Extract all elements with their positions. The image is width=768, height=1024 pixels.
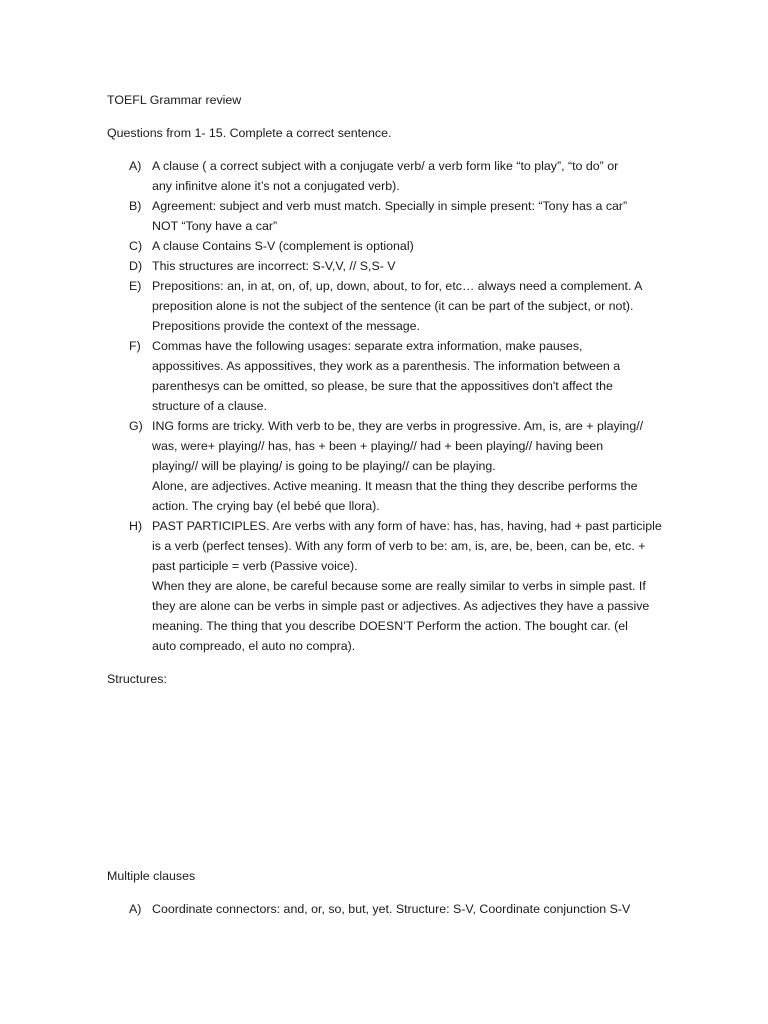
list-line: When they are alone, be careful because some are really similar to verbs in simple past. If <box>152 579 646 593</box>
list-item <box>107 336 667 416</box>
list-line: A clause Contains S-V (complement is optional) <box>152 239 414 253</box>
list-line: Coordinate connectors: and, or, so, but, yet. Structure: S-V, Coordinate conjunction S-V <box>152 902 631 916</box>
list-line: Agreement: subject and verb must match. Specially in simple present: “Tony has a car” <box>152 199 628 213</box>
list-line: parenthesys can be omitted, so please, be sure that the appossitives don't affect the <box>152 379 613 393</box>
list-item <box>107 416 667 516</box>
list-line: structure of a clause. <box>152 399 268 413</box>
list-item <box>107 256 667 276</box>
list-item <box>107 276 667 336</box>
list-marker: E) <box>129 279 142 293</box>
rules-list <box>107 156 667 656</box>
list-line: ING forms are tricky. With verb to be, they are verbs in progressive. Am, is, are + playing// <box>152 419 644 433</box>
list-line: PAST PARTICIPLES. Are verbs with any form of have: has, has, having, had + past participle <box>152 519 662 533</box>
list-line: auto compreado, el auto no compra). <box>152 639 356 653</box>
list-line: past participle = verb (Passive voice). <box>152 559 358 573</box>
list-line: was, were+ playing// has, has + been + playing// had + been playing// having been <box>152 439 604 453</box>
list-line: appossitives. As appossitives, they work as a parenthesis. The information between a <box>152 359 621 373</box>
list-line: A clause ( a correct subject with a conjugate verb/ a verb form like “to play”, “to do” or <box>152 159 619 173</box>
list-marker: C) <box>129 239 143 253</box>
list-line: is a verb (perfect tenses). With any form of verb to be: am, is, are, be, been, can be, etc. + <box>152 539 646 553</box>
list-line: any infinitve alone it’s not a conjugated verb). <box>152 179 400 193</box>
intro-line: Questions from 1- 15. Complete a correct sentence. <box>107 126 392 140</box>
list-marker: A) <box>129 902 142 916</box>
list-line: meaning. The thing that you describe DOESN’T Perform the action. The bought car. (el <box>152 619 628 633</box>
list-line: This structures are incorrect: S-V,V, // S,S- V <box>152 259 396 273</box>
list-line: Commas have the following usages: separate extra information, make pauses, <box>152 339 583 353</box>
list-marker: F) <box>129 339 141 353</box>
list-marker: B) <box>129 199 142 213</box>
list-marker: A) <box>129 159 142 173</box>
list-item <box>107 236 667 256</box>
list-line: preposition alone is not the subject of the sentence (it can be part of the subject, or not). <box>152 299 634 313</box>
list-line: playing// will be playing/ is going to be playing// can be playing. <box>152 459 496 473</box>
list-marker: H) <box>129 519 143 533</box>
multiple-clauses-list <box>107 899 667 919</box>
list-item <box>107 516 667 656</box>
document-title: TOEFL Grammar review <box>107 93 242 107</box>
structures-heading: Structures: <box>107 672 167 686</box>
multiple-clauses-heading: Multiple clauses <box>107 869 196 883</box>
list-item <box>107 196 667 236</box>
list-line: action. The crying bay (el bebé que llora). <box>152 499 380 513</box>
list-item <box>107 899 667 919</box>
list-line: they are alone can be verbs in simple past or adjectives. As adjectives they have a passive <box>152 599 650 613</box>
list-item <box>107 156 667 196</box>
list-marker: G) <box>129 419 143 433</box>
list-line: Prepositions: an, in at, on, of, up, down, about, to for, etc… always need a complement. A <box>152 279 643 293</box>
list-line: Alone, are adjectives. Active meaning. It measn that the thing they describe performs the <box>152 479 638 493</box>
list-line: NOT “Tony have a car” <box>152 219 278 233</box>
list-marker: D) <box>129 259 143 273</box>
list-line: Prepositions provide the context of the message. <box>152 319 420 333</box>
